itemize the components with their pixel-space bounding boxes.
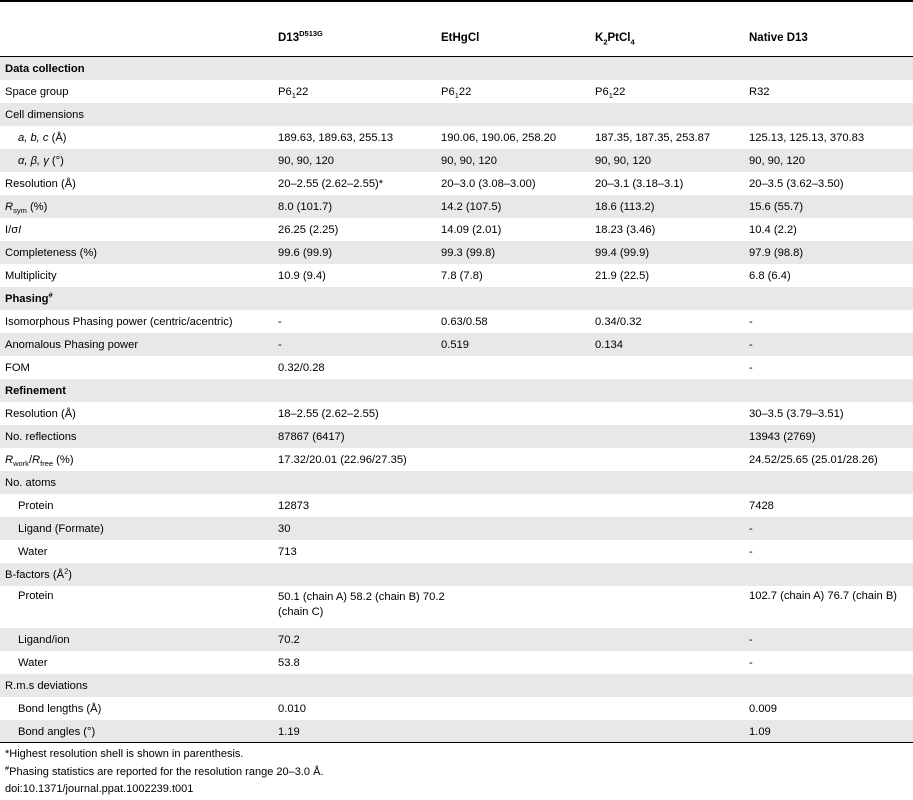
table-row xyxy=(0,264,913,287)
cell-value: 99.3 (99.8) xyxy=(436,241,590,264)
cell-value: 10.9 (9.4) xyxy=(278,269,326,282)
cell-value: - xyxy=(273,333,436,356)
table-row xyxy=(0,103,913,126)
table-row xyxy=(0,172,913,195)
cell-value xyxy=(436,540,590,563)
table-row xyxy=(0,241,913,264)
cell-value xyxy=(436,448,590,471)
cell-value: 20–3.0 (3.08–3.00) xyxy=(441,177,536,190)
table-row xyxy=(0,674,913,697)
cell-value xyxy=(436,494,590,517)
column-header-ethgcl: EtHgCl xyxy=(441,32,480,44)
table-row xyxy=(0,126,913,149)
cell-value xyxy=(590,402,744,425)
cell-value: - xyxy=(749,545,753,558)
row-label: No. reflections xyxy=(0,425,273,448)
cell-value: 97.9 (98.8) xyxy=(744,241,913,264)
footnote-resolution-shell: *Highest resolution shell is shown in parenthesis. xyxy=(5,748,244,760)
cell-value: R32 xyxy=(749,85,770,98)
cell-value: 0.63/0.58 xyxy=(441,315,488,328)
cell-value xyxy=(590,517,744,540)
row-label: Ligand/ion xyxy=(0,628,273,651)
cell-value: 189.63, 189.63, 255.13 xyxy=(278,131,394,144)
cell-value: 13943 (2769) xyxy=(744,425,913,448)
cell-value xyxy=(436,517,590,540)
cell-value: 7428 xyxy=(749,499,774,512)
row-label: Protein xyxy=(18,590,54,602)
cell-value xyxy=(590,448,744,471)
section-phasing: Phasing# xyxy=(0,287,913,310)
cell-value: 26.25 (2.25) xyxy=(278,223,339,236)
footnotes xyxy=(5,746,323,799)
cell-value: 30 xyxy=(273,517,436,540)
table-row xyxy=(0,425,913,448)
row-label: Protein xyxy=(18,499,54,512)
cell-value: 0.009 xyxy=(749,702,777,715)
cell-value: 0.134 xyxy=(590,333,744,356)
cell-value xyxy=(590,540,744,563)
cell-value xyxy=(436,628,590,651)
cell-value xyxy=(590,720,744,743)
cell-value: 0.010 xyxy=(278,702,306,715)
cell-value: 18.6 (113.2) xyxy=(590,195,744,218)
cell-value: 50.1 (chain A) 58.2 (chain B) 70.2 (chain C) xyxy=(278,591,445,618)
cell-value: 713 xyxy=(278,545,297,558)
cell-value xyxy=(590,425,744,448)
cell-value: 99.4 (99.9) xyxy=(590,241,744,264)
table-row xyxy=(0,333,913,356)
table-row xyxy=(0,402,913,425)
cell-value: 90, 90, 120 xyxy=(436,149,590,172)
cell-value: - xyxy=(749,361,753,374)
row-label: Water xyxy=(18,656,48,669)
table-row xyxy=(0,57,913,80)
row-label: I/σI xyxy=(5,223,22,236)
table-row xyxy=(0,310,913,333)
cell-value xyxy=(590,697,744,720)
column-header-k2ptcl4: $K_2PtCl_4$ xyxy=(595,32,635,47)
cell-value xyxy=(436,425,590,448)
table-row xyxy=(0,563,913,586)
cell-value: 21.9 (22.5) xyxy=(595,269,650,282)
cell-value: 125.13, 125.13, 370.83 xyxy=(749,131,865,144)
table-row xyxy=(0,628,913,651)
column-header-d13-mutant: $D13^{D513G}$ xyxy=(278,29,323,44)
cell-value: 6.8 (6.4) xyxy=(749,269,791,282)
table-row xyxy=(0,540,913,563)
section-data-collection: Data collection xyxy=(0,57,913,80)
cell-value: 8.0 (101.7) xyxy=(273,195,436,218)
table-row xyxy=(0,517,913,540)
cell-value: 17.32/20.01 (22.96/27.35) xyxy=(278,453,407,466)
cell-value: 10.4 (2.2) xyxy=(749,223,797,236)
cell-value: 102.7 (chain A) 76.7 (chain B) xyxy=(749,590,898,602)
cell-value: 0.32/0.28 xyxy=(278,361,325,374)
cell-value xyxy=(436,356,590,379)
row-label: Bond lengths (Å) xyxy=(18,702,102,715)
row-label: $R_{work}/R_{free}$ (%) xyxy=(5,453,74,468)
cell-value xyxy=(590,586,744,628)
cell-value: - xyxy=(749,315,753,328)
table-row xyxy=(0,287,913,310)
row-label: Multiplicity xyxy=(5,269,57,282)
cell-value xyxy=(590,356,744,379)
table-row xyxy=(0,471,913,494)
cell-value: 90, 90, 120 xyxy=(744,149,913,172)
cell-value: 1.09 xyxy=(744,720,913,743)
cell-value: 15.6 (55.7) xyxy=(744,195,913,218)
table-row xyxy=(0,651,913,674)
row-label: a, b, c (Å) xyxy=(18,131,67,144)
table-row xyxy=(0,494,913,517)
cell-value: 7.8 (7.8) xyxy=(441,269,483,282)
cell-value: 53.8 xyxy=(278,656,300,669)
cell-value: 18–2.55 (2.62–2.55) xyxy=(278,407,379,420)
cell-value xyxy=(436,720,590,743)
cell-value: - xyxy=(749,656,753,669)
footnote-doi: doi:10.1371/journal.ppat.1002239.t001 xyxy=(5,783,194,795)
table-row xyxy=(0,218,913,241)
row-label: Completeness (%) xyxy=(0,241,273,264)
cell-value: - xyxy=(744,517,913,540)
cell-value xyxy=(436,402,590,425)
cell-value: 0.519 xyxy=(436,333,590,356)
table-row xyxy=(0,720,913,743)
cell-value: 20–2.55 (2.62–2.55)* xyxy=(278,177,384,190)
row-label: Anomalous Phasing power xyxy=(0,333,273,356)
table-row xyxy=(0,80,913,103)
column-header-native-d13: Native D13 xyxy=(749,32,808,44)
table-row xyxy=(0,356,913,379)
cell-value: 90, 90, 120 xyxy=(273,149,436,172)
cell-value: 30–3.5 (3.79–3.51) xyxy=(749,407,844,420)
cell-value xyxy=(590,651,744,674)
cell-value: 1.19 xyxy=(273,720,436,743)
cell-value: $P6_122$ xyxy=(278,85,309,100)
row-label: Space group xyxy=(5,85,69,98)
cell-value: 20–3.5 (3.62–3.50) xyxy=(749,177,844,190)
row-label: Cell dimensions xyxy=(0,103,913,126)
row-label: Resolution (Å) xyxy=(5,407,76,420)
cell-value: 18.23 (3.46) xyxy=(595,223,656,236)
cell-value xyxy=(590,628,744,651)
row-label: R.m.s deviations xyxy=(0,674,913,697)
cell-value: $P6_122$ xyxy=(441,85,472,100)
cell-value: 12873 xyxy=(278,499,310,512)
table-header xyxy=(0,2,913,56)
cell-value: - xyxy=(744,333,913,356)
cell-value: - xyxy=(278,315,282,328)
table-row xyxy=(0,195,913,218)
row-label: FOM xyxy=(5,361,30,374)
cell-value: 14.2 (107.5) xyxy=(436,195,590,218)
row-label: Bond angles (°) xyxy=(0,720,273,743)
row-label: No. atoms xyxy=(0,471,913,494)
row-label: Isomorphous Phasing power (centric/acentric) xyxy=(5,315,233,328)
cell-value: 20–3.1 (3.18–3.1) xyxy=(595,177,684,190)
table-row xyxy=(0,586,913,628)
cell-value: 187.35, 187.35, 253.87 xyxy=(595,131,711,144)
row-label: Ligand (Formate) xyxy=(0,517,273,540)
bottom-rule xyxy=(0,742,913,743)
cell-value: 14.09 (2.01) xyxy=(441,223,502,236)
cell-value: - xyxy=(744,628,913,651)
table-row xyxy=(0,149,913,172)
footnote-phasing: #Phasing statistics are reported for the resolution range 20–3.0 Å. xyxy=(5,762,324,778)
row-label: α, β, γ (°) xyxy=(0,149,273,172)
cell-value: 99.6 (99.9) xyxy=(273,241,436,264)
crystallography-table xyxy=(0,57,913,743)
cell-value xyxy=(590,494,744,517)
row-label: Resolution (Å) xyxy=(5,177,76,190)
cell-value: 24.52/25.65 (25.01/28.26) xyxy=(749,453,878,466)
table-row xyxy=(0,697,913,720)
table-row xyxy=(0,379,913,402)
row-label: Water xyxy=(18,545,48,558)
cell-value xyxy=(436,697,590,720)
cell-value: 70.2 xyxy=(273,628,436,651)
row-label: B-factors $(Å^2)$ xyxy=(0,563,913,586)
cell-value: 90, 90, 120 xyxy=(590,149,744,172)
cell-value: 190.06, 190.06, 258.20 xyxy=(441,131,557,144)
cell-value xyxy=(436,651,590,674)
table-row xyxy=(0,448,913,471)
cell-value: 87867 (6417) xyxy=(273,425,436,448)
cell-value: $P6_122$ xyxy=(595,85,626,100)
cell-value: 0.34/0.32 xyxy=(595,315,642,328)
row-label: $R_{sym}$ (%) xyxy=(0,195,273,218)
section-refinement: Refinement xyxy=(0,379,913,402)
